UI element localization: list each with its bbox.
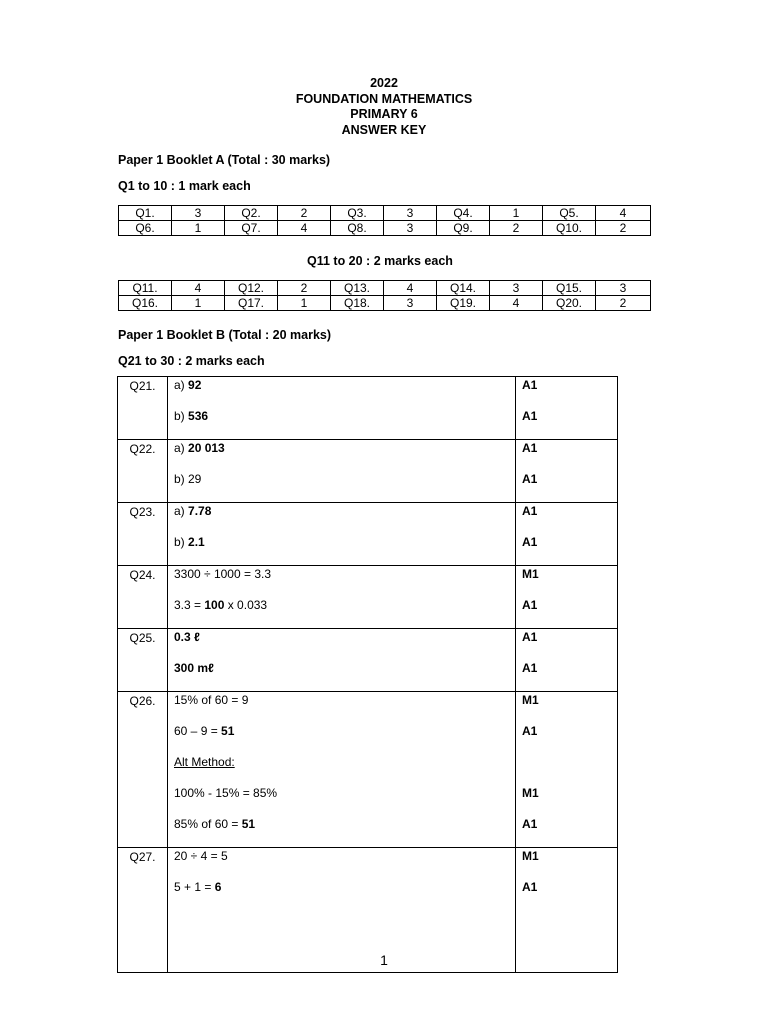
- question-number-cell: Q18.: [331, 296, 384, 311]
- title-subject: FOUNDATION MATHEMATICS: [295, 91, 473, 106]
- working-line: [174, 471, 515, 502]
- marks-cell: [516, 440, 618, 503]
- question-number-cell: Q25.: [118, 629, 168, 692]
- table-row: [119, 296, 651, 311]
- answer-cell: 2: [278, 281, 331, 296]
- working-text: 15% of 60 = 9: [174, 693, 249, 707]
- page-number: 1: [380, 952, 388, 968]
- working-line: [174, 408, 515, 439]
- question-number-cell: Q19.: [437, 296, 490, 311]
- mark-label: M1: [522, 786, 539, 800]
- final-answer: 0.3 ℓ: [174, 630, 200, 644]
- mark-label: A1: [522, 817, 538, 831]
- answer-cell: 3: [596, 281, 651, 296]
- question-number-cell: Q22.: [118, 440, 168, 503]
- marks-cell: [516, 629, 618, 692]
- section-q11-20-heading: Q11 to 20 : 2 marks each: [307, 254, 453, 268]
- working-cell: [168, 377, 516, 440]
- question-number-cell: Q4.: [437, 206, 490, 221]
- mark-label: A1: [522, 724, 538, 738]
- question-number-cell: Q8.: [331, 221, 384, 236]
- final-answer: 92: [188, 378, 202, 392]
- alt-method-label: Alt Method:: [174, 755, 235, 769]
- final-answer: 6: [214, 880, 222, 894]
- table-row: [119, 221, 651, 236]
- mark-label: [522, 754, 617, 785]
- answer-cell: 3: [384, 206, 437, 221]
- table-row: [119, 206, 651, 221]
- answer-row: [118, 440, 618, 503]
- working-cell: [168, 440, 516, 503]
- final-answer: 300 mℓ: [174, 661, 214, 675]
- marks-cell: [516, 566, 618, 629]
- question-number-cell: Q21.: [118, 377, 168, 440]
- working-line: [174, 848, 515, 879]
- working-text: b) 29: [174, 472, 202, 486]
- answer-row: [118, 692, 618, 848]
- answer-cell: 1: [278, 296, 331, 311]
- answers-q11-20-table: [118, 280, 651, 311]
- final-answer: 536: [188, 409, 209, 423]
- answer-cell: 2: [278, 206, 331, 221]
- question-number-cell: Q23.: [118, 503, 168, 566]
- question-number-cell: Q17.: [225, 296, 278, 311]
- working-line: [174, 377, 515, 408]
- title-doc: ANSWER KEY: [341, 122, 427, 137]
- question-number-cell: Q16.: [119, 296, 172, 311]
- table-row: [119, 281, 651, 296]
- working-line: [174, 503, 515, 534]
- question-number-cell: Q6.: [119, 221, 172, 236]
- answer-cell: 1: [172, 296, 225, 311]
- final-answer: 51: [241, 817, 256, 831]
- answer-cell: 1: [490, 206, 543, 221]
- question-number-cell: Q9.: [437, 221, 490, 236]
- answer-cell: 4: [278, 221, 331, 236]
- working-line: [174, 597, 515, 628]
- working-text: a): [174, 504, 189, 518]
- working-line: [174, 816, 515, 847]
- working-line: [174, 660, 515, 691]
- booklet-a-heading: Paper 1 Booklet A (Total : 30 marks): [118, 153, 331, 167]
- answer-cell: 2: [596, 296, 651, 311]
- mark-label: A1: [522, 598, 538, 612]
- question-number-cell: Q12.: [225, 281, 278, 296]
- answer-cell: 2: [596, 221, 651, 236]
- working-line: [174, 910, 515, 941]
- working-line: [174, 754, 515, 785]
- answer-cell: 4: [172, 281, 225, 296]
- question-number-cell: Q11.: [119, 281, 172, 296]
- working-text: 20 ÷ 4 = 5: [174, 849, 228, 863]
- question-number-cell: Q14.: [437, 281, 490, 296]
- working-text: 3300 ÷ 1000 = 3.3: [174, 567, 272, 581]
- question-number-cell: Q27.: [118, 848, 168, 973]
- question-number-cell: Q13.: [331, 281, 384, 296]
- question-number-cell: Q24.: [118, 566, 168, 629]
- mark-label: A1: [522, 661, 538, 675]
- mark-label: M1: [522, 849, 539, 863]
- marks-cell: [516, 377, 618, 440]
- mark-label: [522, 910, 617, 941]
- answer-cell: 4: [490, 296, 543, 311]
- working-text: 60 – 9 =: [174, 724, 222, 738]
- working-line: [174, 534, 515, 565]
- working-cell: [168, 566, 516, 629]
- answers-q1-10-table: [118, 205, 651, 236]
- mark-label: A1: [522, 441, 538, 455]
- title-year: 2022: [370, 76, 398, 90]
- answer-row: [118, 566, 618, 629]
- document-title: [0, 76, 768, 138]
- answer-cell: 3: [384, 221, 437, 236]
- working-line: [174, 723, 515, 754]
- answer-cell: 1: [172, 221, 225, 236]
- final-answer: 100: [204, 598, 225, 612]
- working-text: 3.3 =: [174, 598, 205, 612]
- marks-cell: [516, 692, 618, 848]
- booklet-b-heading: Paper 1 Booklet B (Total : 20 marks): [118, 328, 332, 342]
- working-text: b): [174, 535, 189, 549]
- working-line: [174, 566, 515, 597]
- answer-row: [118, 503, 618, 566]
- answer-cell: 2: [490, 221, 543, 236]
- mark-label: A1: [522, 630, 538, 644]
- answers-q21-30-table: [117, 376, 618, 973]
- working-line: [174, 785, 515, 816]
- question-number-cell: Q3.: [331, 206, 384, 221]
- answer-cell: 4: [384, 281, 437, 296]
- working-line: [174, 629, 515, 660]
- answer-cell: 3: [490, 281, 543, 296]
- mark-label: A1: [522, 535, 538, 549]
- mark-label: M1: [522, 567, 539, 581]
- mark-label: A1: [522, 504, 538, 518]
- final-answer: 2.1: [188, 535, 205, 549]
- working-text: a): [174, 441, 189, 455]
- mark-label: A1: [522, 409, 538, 423]
- working-text: a): [174, 378, 189, 392]
- mark-label: A1: [522, 880, 538, 894]
- mark-label: A1: [522, 378, 538, 392]
- working-line: [174, 692, 515, 723]
- working-text-suffix: x 0.033: [224, 598, 268, 612]
- working-cell: [168, 503, 516, 566]
- marks-cell: [516, 503, 618, 566]
- title-level: PRIMARY 6: [350, 107, 418, 121]
- answer-row: [118, 629, 618, 692]
- working-text: b): [174, 409, 189, 423]
- answer-cell: 3: [384, 296, 437, 311]
- mark-label: M1: [522, 693, 539, 707]
- working-cell: [168, 629, 516, 692]
- question-number-cell: Q5.: [543, 206, 596, 221]
- working-text: 100% - 15% = 85%: [174, 786, 278, 800]
- final-answer: 51: [221, 724, 235, 738]
- question-number-cell: Q1.: [119, 206, 172, 221]
- answer-cell: 4: [596, 206, 651, 221]
- working-cell: [168, 692, 516, 848]
- question-number-cell: Q15.: [543, 281, 596, 296]
- question-number-cell: Q2.: [225, 206, 278, 221]
- working-text: 85% of 60 =: [174, 817, 242, 831]
- answer-cell: 3: [172, 206, 225, 221]
- question-number-cell: Q26.: [118, 692, 168, 848]
- answer-row: [118, 377, 618, 440]
- working-text: 5 + 1 =: [174, 880, 215, 894]
- working-line: [174, 440, 515, 471]
- final-answer: 7.78: [188, 504, 212, 518]
- question-number-cell: Q7.: [225, 221, 278, 236]
- question-number-cell: Q20.: [543, 296, 596, 311]
- working-line: [174, 879, 515, 910]
- question-number-cell: Q10.: [543, 221, 596, 236]
- section-q21-30-heading: Q21 to 30 : 2 marks each: [118, 354, 265, 368]
- final-answer: 20 013: [188, 441, 225, 455]
- section-q1-10-heading: Q1 to 10 : 1 mark each: [118, 179, 251, 193]
- mark-label: A1: [522, 472, 538, 486]
